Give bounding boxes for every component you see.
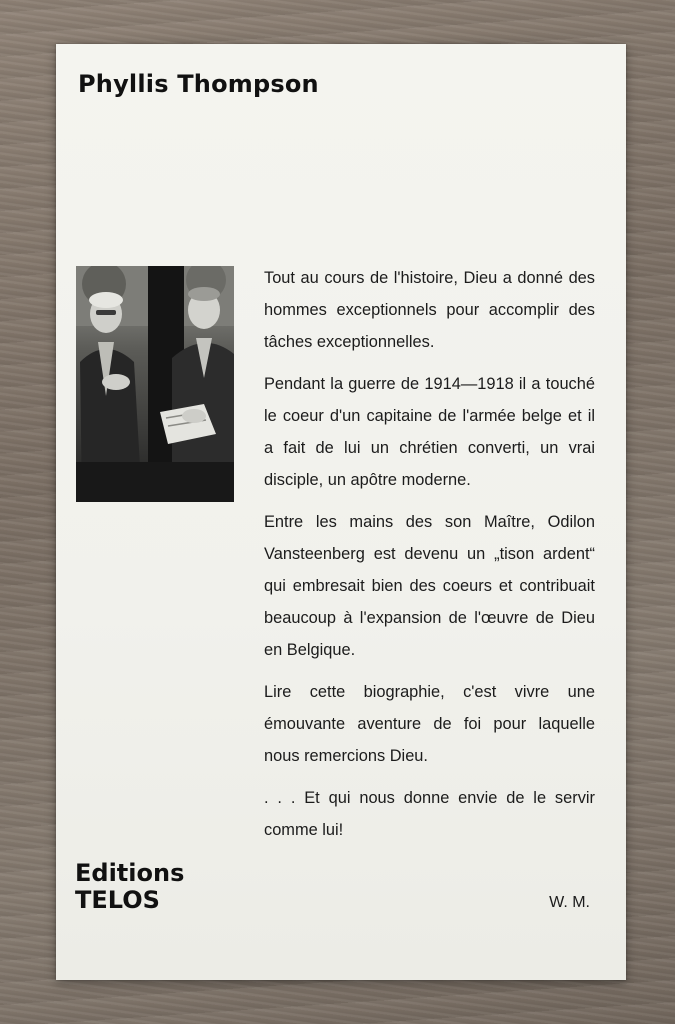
publisher-line-2: TELOS [75,886,160,914]
photo-two-men-seated [76,266,234,502]
publisher-line-1: Editions [75,859,185,887]
book-back-cover [56,44,626,980]
blurb-paragraph: Lire cette biographie, c'est vivre une émouvante aventure de foi pour laquelle nous remercions Dieu. [264,683,595,765]
blurb-paragraph: . . . Et qui nous donne envie de le servir comme lui! [264,789,595,839]
author-photo [76,266,234,502]
blurb-paragraph: Tout au cours de l'histoire, Dieu a donné des hommes exceptionnels pour accomplir des tâches exceptionnelles. [264,269,595,351]
blurb-paragraph: Pendant la guerre de 1914—1918 il a touché le coeur d'un capitaine de l'armée belge et il a fait de lui un chrétien converti, un vrai disciple, un apôtre moderne. [264,375,595,489]
blurb-paragraph: Entre les mains des son Maître, Odilon Vansteenberg est devenu un „tison ardent“ qui embresait bien des coeurs et contribuait beaucoup à l'expansion de l'œuvre de Dieu en Belgique. [264,513,595,659]
signature-initials: W. M. [549,894,590,911]
author-name: Phyllis Thompson [78,70,319,98]
publisher-logo [75,860,184,914]
back-cover-blurb [264,262,595,856]
